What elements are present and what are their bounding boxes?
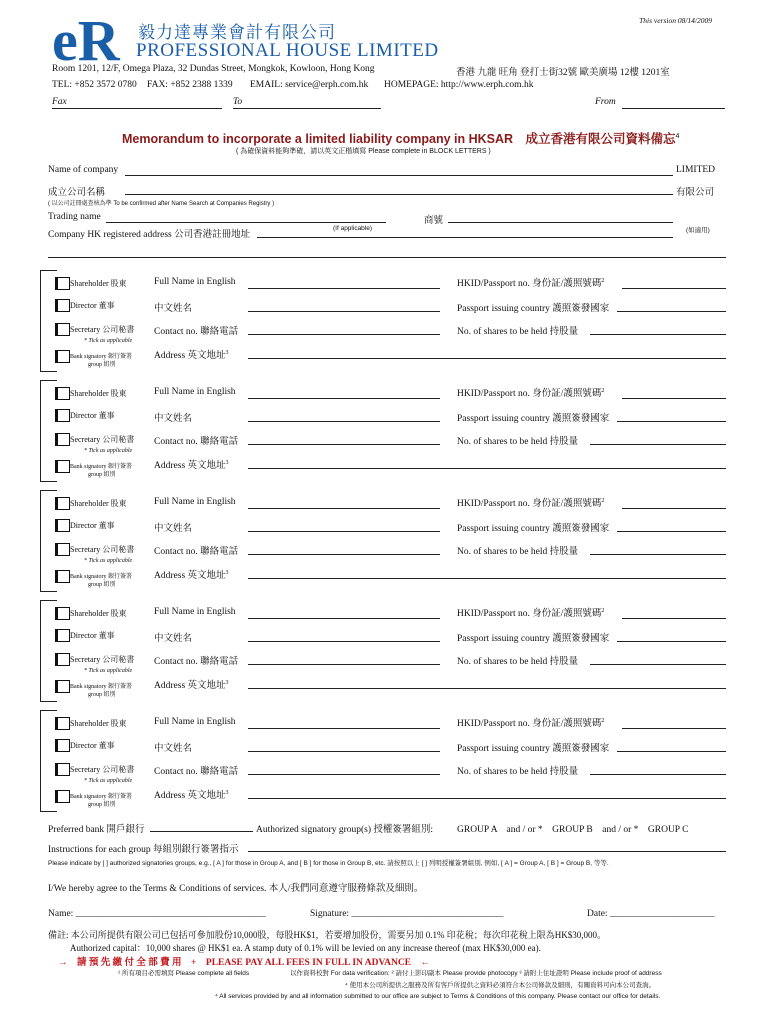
er-logo [52,12,132,67]
address-en: Room 1201, 12/F, Omega Plaza, 32 Dundas Street, Mongkok, Kowloon, Hong Kong [52,64,375,74]
role-label-director: Director 董事 [70,741,115,750]
passport-country-line[interactable] [617,311,726,312]
tick-note: * Tick as applicable [84,668,133,674]
role-label-director: Director 董事 [70,631,115,640]
bank-signatory-label: Bank signatory 銀行簽署 [70,794,132,800]
contact-line[interactable] [248,334,440,335]
shareholder-checkbox[interactable] [55,497,70,510]
email: EMAIL: service@erph.com.hk [250,80,369,90]
instructions-label: Instructions for each group 每組別銀行簽署指示 [48,845,239,855]
footnote-4: ⁴ All services provided by and all information submitted to our office are subject to Terms & Conditions of this company. Please contact our office for details. [215,993,661,1000]
date-field[interactable]: Date: ______________________ [587,909,715,919]
hkid-line[interactable] [622,288,726,289]
shareholder-checkbox[interactable] [55,277,70,290]
role-label-shareholder: Shareholder 股東 [70,279,127,288]
contact-line[interactable] [248,444,440,445]
role-label-shareholder: Shareholder 股東 [70,609,127,618]
full-name-line[interactable] [248,398,440,399]
passport-country-line[interactable] [617,751,726,752]
address-line[interactable] [248,358,726,359]
role-label-secretary: Secretary 公司秘書 [70,435,135,444]
chinese-name-label: 中文姓名 [154,744,193,754]
footnote-3: ⁴ 使用本公司所提供之服務及所有客戶所提供之資料必須符合本公司條款及細則，有關資料可向本公司查詢。 [345,982,656,989]
agree-statement: I/We hereby agree to the Terms & Conditions of services. 本人/我們同意遵守服務條款及細則。 [48,884,424,894]
shares-label: No. of shares to be held 持股量 [457,327,579,337]
hkid-label: HKID/Passport no. 身份証/護照號碼$^2$ [457,607,605,619]
trading-name-line[interactable] [106,222,386,223]
director-checkbox[interactable] [55,629,70,642]
hkid-label: HKID/Passport no. 身份証/護照號碼$^2$ [457,277,605,289]
role-label-secretary: Secretary 公司秘書 [70,325,135,334]
director-checkbox[interactable] [55,299,70,312]
logo-text: eR [52,12,120,67]
name-field[interactable]: Name: ________________________________________ [48,909,266,919]
preferred-bank-line[interactable] [150,831,253,832]
company-name-cn-label: 成立公司名稱 [48,188,106,198]
bank-signatory-checkbox[interactable] [55,460,70,473]
hkid-line[interactable] [622,618,726,619]
shareholder-checkbox[interactable] [55,387,70,400]
tick-note: * Tick as applicable [84,778,133,784]
full-name-label: Full Name in English [154,607,236,617]
secretary-checkbox[interactable] [55,323,70,336]
contact-line[interactable] [248,774,440,775]
limited-label: LIMITED [676,165,716,175]
signature-field[interactable]: Signature: ________________________________ [310,909,504,919]
registered-address-line[interactable] [257,237,673,238]
address-line[interactable] [248,468,726,469]
bank-signatory-label: Bank signatory 銀行簽署 [70,684,132,690]
full-name-label: Full Name in English [154,277,236,287]
from-line[interactable] [622,108,725,109]
contact-line[interactable] [248,664,440,665]
address-line[interactable] [248,578,726,579]
secretary-checkbox[interactable] [55,763,70,776]
chinese-name-line[interactable] [248,641,440,642]
secretary-checkbox[interactable] [55,653,70,666]
shareholder-checkbox[interactable] [55,717,70,730]
if-applicable-cn: (如適用) [686,227,710,234]
shares-line[interactable] [590,554,726,555]
address-label: Address 英文地址$^3$ [154,349,229,361]
footnote-1: ¹ 所有項目必需填寫 Please complete all fields [118,970,250,977]
passport-country-label: Passport issuing country 護照簽發國家 [457,304,610,314]
tick-note: * Tick as applicable [84,448,133,454]
bank-signatory-checkbox[interactable] [55,570,70,583]
contact-label: Contact no. 聯絡電話 [154,437,239,447]
company-name-label: Name of company [48,165,119,175]
group-label: group 組別 [88,362,116,368]
registered-address-line-2[interactable] [48,257,726,258]
hkid-label: HKID/Passport no. 身份証/護照號碼$^2$ [457,717,605,729]
name-search-note: ( 以公司註冊處查核為準 To be confirmed after Name Search at Companies Registry ) [48,201,275,207]
footnote-2: 以作資料校對 For data verification: ² 請付上影印副本 Please provide photocopy ³ 請附上住址證明 Please include proof of address [290,970,662,977]
contact-label: Contact no. 聯絡電話 [154,657,239,667]
passport-country-line[interactable] [617,641,726,642]
version-label: This version 08/14/2009 [639,16,712,25]
director-checkbox[interactable] [55,409,70,422]
chinese-name-label: 中文姓名 [154,304,193,314]
from-label: From [595,97,616,107]
address-label: Address 英文地址$^3$ [154,679,229,691]
pay-in-advance: → 請 預 先 繳 付 全 部 費 用 + PLEASE PAY ALL FEES IN FULL IN ADVANCE ← [58,958,431,968]
memo-title: Memorandum to incorporate a limited liability company in HKSAR 成立香港有限公司資料備忘$^4$ [122,132,680,146]
address-line[interactable] [248,688,726,689]
instructions-line[interactable] [248,851,726,852]
signatory-groups: GROUP A and / or * GROUP B and / or * GROUP C [457,825,689,835]
shareholder-checkbox[interactable] [55,607,70,620]
address-label: Address 英文地址$^3$ [154,789,229,801]
full-name-line[interactable] [248,618,440,619]
company-name-cn: 毅力達專業會計有限公司 [138,23,336,42]
shares-line[interactable] [590,334,726,335]
shares-label: No. of shares to be held 持股量 [457,767,579,777]
homepage: HOMEPAGE: http://www.erph.com.hk [384,80,534,90]
hkid-line[interactable] [622,398,726,399]
indicate-note: Please indicate by [ ] authorized signatories groups, e.g., [ A ] for those in Group A, and [ B ] for those in Group B, etc. 請按照以上 [ ] 列明授權簽署組別, 例如, [ A ] = Group A, [ B ] = Group B, 等等. [48,860,609,867]
company-name-cn-line[interactable] [125,194,673,195]
memo-subtitle: ( 為確保資料能夠準確，請以英文正楷填寫 Please complete in BLOCK LETTERS ) [236,148,491,155]
role-label-director: Director 董事 [70,411,115,420]
address-label: Address 英文地址$^3$ [154,569,229,581]
if-applicable-en: (If applicable) [333,225,373,232]
group-label: group 組別 [88,802,116,808]
full-name-label: Full Name in English [154,387,236,397]
chinese-name-line[interactable] [248,751,440,752]
shares-line[interactable] [590,444,726,445]
hkid-label: HKID/Passport no. 身份証/護照號碼$^2$ [457,497,605,509]
group-label: group 組別 [88,582,116,588]
passport-country-label: Passport issuing country 護照簽發國家 [457,524,610,534]
fax-number: FAX: +852 2388 1339 [147,80,233,90]
trading-name-cn-line[interactable] [448,222,673,223]
full-name-line[interactable] [248,728,440,729]
bank-signatory-label: Bank signatory 銀行簽署 [70,354,132,360]
bank-signatory-checkbox[interactable] [55,350,70,363]
shares-label: No. of shares to be held 持股量 [457,547,579,557]
fax-label: Fax [52,97,67,107]
passport-country-line[interactable] [617,531,726,532]
address-label: Address 英文地址$^3$ [154,459,229,471]
chinese-name-line[interactable] [248,421,440,422]
to-label: To [233,97,243,107]
secretary-checkbox[interactable] [55,433,70,446]
registered-address-label: Company HK registered address 公司香港註冊地址 [48,230,251,240]
shares-label: No. of shares to be held 持股量 [457,437,579,447]
role-label-director: Director 董事 [70,521,115,530]
hkid-line[interactable] [622,728,726,729]
address-line[interactable] [248,798,726,799]
passport-country-label: Passport issuing country 護照簽發國家 [457,634,610,644]
shares-line[interactable] [590,664,726,665]
authorized-signatory-label: Authorized signatory group(s) 授權簽署組別: [256,825,434,835]
tel: TEL: +852 3572 0780 [52,80,137,90]
full-name-line[interactable] [248,288,440,289]
contact-line[interactable] [248,554,440,555]
trading-name-cn-label: 商號 [424,216,444,226]
preferred-bank-label: Preferred bank 開戶銀行 [48,825,145,835]
contact-label: Contact no. 聯絡電話 [154,327,239,337]
chinese-name-label: 中文姓名 [154,634,193,644]
bank-signatory-checkbox[interactable] [55,680,70,693]
role-label-secretary: Secretary 公司秘書 [70,765,135,774]
role-label-secretary: Secretary 公司秘書 [70,545,135,554]
role-label-shareholder: Shareholder 股東 [70,719,127,728]
trading-name-label: Trading name [48,212,101,222]
full-name-label: Full Name in English [154,497,236,507]
company-name-line[interactable] [125,175,673,176]
address-cn: 香港 九龍 旺角 登打士街32號 歐美廣場 12樓 1201室 [456,68,670,78]
bank-signatory-label: Bank signatory 銀行簽署 [70,574,132,580]
fax-line[interactable] [52,108,222,109]
authorized-capital: Authorized capital：10,000 shares @ HK$1 ea. A stamp duty of 0.1% will be levied on any increase thereof (max HK$30,000 ea). [70,943,541,953]
role-label-secretary: Secretary 公司秘書 [70,655,135,664]
shares-label: No. of shares to be held 持股量 [457,657,579,667]
role-label-shareholder: Shareholder 股東 [70,499,127,508]
passport-country-label: Passport issuing country 護照簽發國家 [457,744,610,754]
remark-cn: 備註: 本公司所提供有限公司已包括可參加股份10,000股，每股HK$1，若要增加股份，需要另加 0.1% 印花稅；每次印花稅上限為HK$30,000。 [48,930,606,940]
bank-signatory-checkbox[interactable] [55,790,70,803]
tick-note: * Tick as applicable [84,558,133,564]
chinese-name-line[interactable] [248,311,440,312]
chinese-name-line[interactable] [248,531,440,532]
role-label-director: Director 董事 [70,301,115,310]
role-label-shareholder: Shareholder 股東 [70,389,127,398]
passport-country-label: Passport issuing country 護照簽發國家 [457,414,610,424]
contact-label: Contact no. 聯絡電話 [154,767,239,777]
company-name-en: PROFESSIONAL HOUSE LIMITED [136,40,439,61]
hkid-line[interactable] [622,508,726,509]
bank-signatory-label: Bank signatory 銀行簽署 [70,464,132,470]
group-label: group 組別 [88,472,116,478]
secretary-checkbox[interactable] [55,543,70,556]
chinese-name-label: 中文姓名 [154,524,193,534]
group-label: group 組別 [88,692,116,698]
limited-cn-label: 有限公司 [676,188,715,198]
director-checkbox[interactable] [55,739,70,752]
to-line[interactable] [233,108,381,109]
contact-label: Contact no. 聯絡電話 [154,547,239,557]
hkid-label: HKID/Passport no. 身份証/護照號碼$^2$ [457,387,605,399]
passport-country-line[interactable] [617,421,726,422]
chinese-name-label: 中文姓名 [154,414,193,424]
shares-line[interactable] [590,774,726,775]
full-name-label: Full Name in English [154,717,236,727]
tick-note: * Tick as applicable [84,338,133,344]
full-name-line[interactable] [248,508,440,509]
director-checkbox[interactable] [55,519,70,532]
